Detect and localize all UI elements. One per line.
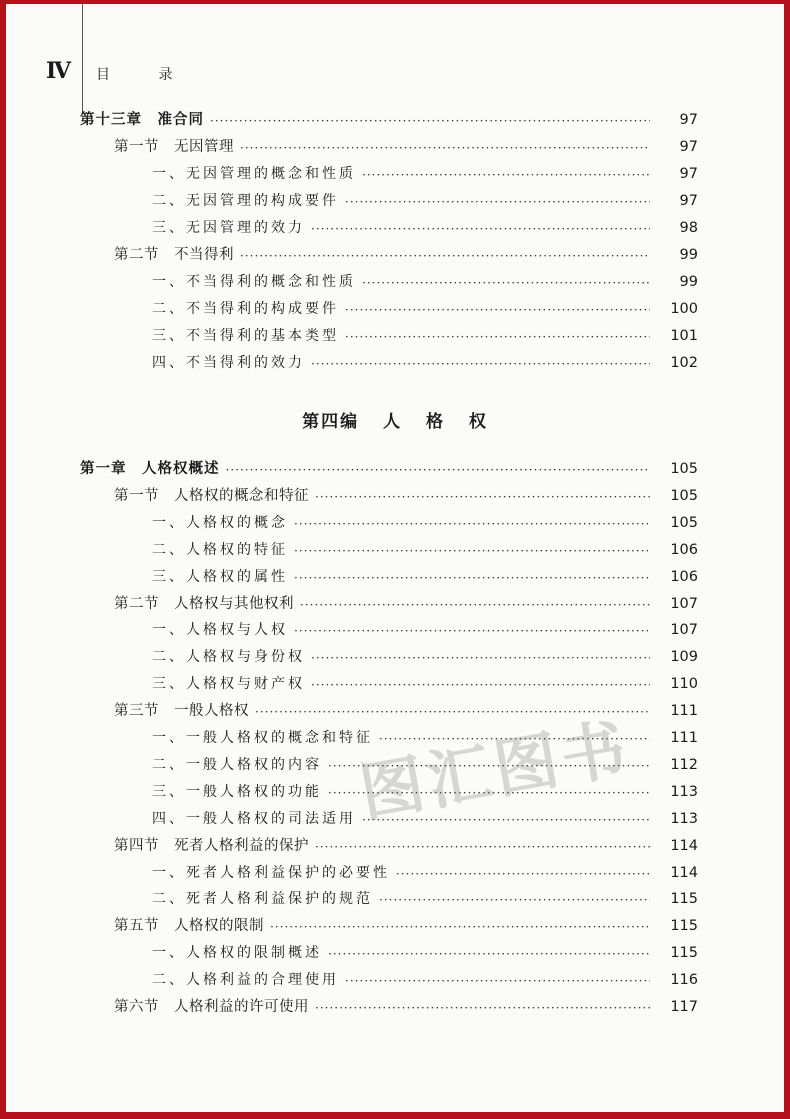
dot-leader — [270, 918, 650, 936]
toc-entry-page: 97 — [679, 112, 698, 128]
toc-entry-page: 105 — [670, 514, 698, 531]
dot-leader — [294, 622, 650, 640]
toc-entry-page: 98 — [679, 220, 698, 236]
toc-entry-page: 106 — [670, 541, 698, 558]
toc-entry-label: 第三节 一般人格权 — [114, 703, 249, 720]
part-title-char: 人 — [383, 412, 403, 432]
toc-entry-section — [114, 135, 698, 157]
toc-entry-item — [152, 351, 698, 373]
dot-leader — [362, 811, 650, 829]
toc-entry-page: 97 — [679, 193, 698, 209]
toc-entry-label: 第一节 人格权的概念和特征 — [114, 487, 309, 504]
dot-leader — [345, 972, 650, 990]
dot-leader — [345, 328, 650, 346]
dot-leader — [362, 274, 650, 292]
toc-entry-label: 一、一般人格权的概念和特征 — [152, 730, 373, 746]
toc-entry-label: 二、死者人格利益保护的规范 — [152, 891, 373, 908]
toc-entry-item — [152, 726, 698, 748]
page-number-roman: Ⅳ — [46, 58, 70, 84]
toc-entry-chapter — [80, 457, 698, 479]
toc-entry-page: 99 — [679, 247, 698, 263]
dot-leader — [255, 703, 650, 721]
toc-entry-label: 二、人格利益的合理使用 — [152, 972, 339, 989]
toc-entry-label: 第六节 人格利益的许可使用 — [114, 999, 309, 1015]
toc-entry-item — [152, 672, 698, 694]
toc-entry-label: 第一章 人格权概述 — [80, 460, 220, 477]
toc-entry-page: 109 — [670, 649, 698, 666]
dot-leader — [226, 461, 651, 479]
dot-leader — [210, 112, 650, 130]
toc-entry-page: 100 — [670, 301, 698, 317]
toc-entry-section — [114, 914, 698, 936]
toc-entry-label: 四、一般人格权的司法适用 — [152, 810, 356, 827]
page-header-title: 目 录 — [96, 67, 195, 83]
toc-entry-label: 一、人格权的限制概述 — [152, 945, 322, 962]
toc-entry-label: 三、人格权与财产权 — [152, 676, 305, 693]
toc-entry-page: 117 — [670, 999, 698, 1015]
toc-entry-item — [152, 162, 698, 184]
toc-entry-label: 第二节 人格权与其他权利 — [114, 595, 294, 612]
toc-entry-item — [152, 968, 698, 990]
dot-leader — [362, 166, 650, 184]
toc-entry-label: 一、人格权的概念 — [152, 514, 288, 531]
toc-entry-section — [114, 834, 698, 856]
toc-entry-page: 111 — [670, 730, 698, 746]
toc-entry-label: 四、不当得利的效力 — [152, 355, 305, 371]
toc-entry-item — [152, 324, 698, 346]
dot-leader — [294, 542, 650, 560]
part-title-char: 格 — [425, 412, 445, 432]
table-of-contents — [6, 4, 784, 1112]
toc-entry-chapter — [80, 108, 698, 130]
toc-entry-page: 105 — [670, 461, 698, 477]
dot-leader — [240, 247, 650, 265]
part-title-prefix: 第四编 — [302, 412, 360, 432]
toc-entry-page: 105 — [670, 487, 698, 504]
toc-entry-label: 三、不当得利的基本类型 — [152, 328, 339, 344]
toc-entry-page: 114 — [670, 837, 698, 854]
toc-entry-item — [152, 511, 698, 533]
toc-entry-item — [152, 887, 698, 909]
dot-leader — [396, 865, 650, 883]
toc-entry-section — [114, 699, 698, 721]
toc-entry-label: 一、人格权与人权 — [152, 622, 288, 639]
toc-entry-page: 114 — [670, 864, 698, 881]
toc-entry-page: 111 — [670, 703, 698, 720]
toc-entry-page: 97 — [679, 139, 698, 155]
dot-leader — [328, 945, 650, 963]
toc-entry-page: 116 — [670, 972, 698, 989]
toc-entry-item — [152, 618, 698, 640]
book-page — [6, 4, 784, 1112]
toc-entry-label: 二、无因管理的构成要件 — [152, 193, 339, 209]
toc-entry-label: 二、人格权与身份权 — [152, 649, 305, 666]
dot-leader — [328, 757, 650, 775]
toc-entry-item — [152, 565, 698, 587]
dot-leader — [315, 488, 650, 506]
part-title-char: 权 — [468, 412, 488, 432]
toc-entry-page: 110 — [670, 676, 698, 693]
toc-entry-page: 115 — [670, 891, 698, 908]
toc-entry-label: 二、人格权的特征 — [152, 541, 288, 558]
dot-leader — [379, 730, 650, 748]
dot-leader — [311, 649, 650, 667]
toc-entry-page: 99 — [679, 274, 698, 290]
dot-leader — [379, 891, 650, 909]
toc-entry-label: 第四节 死者人格利益的保护 — [114, 837, 309, 854]
toc-entry-item — [152, 297, 698, 319]
toc-entry-item — [152, 941, 698, 963]
toc-entry-item — [152, 780, 698, 802]
toc-entry-label: 第五节 人格权的限制 — [114, 918, 264, 935]
toc-entry-label: 第二节 不当得利 — [114, 247, 234, 263]
toc-entry-section — [114, 243, 698, 265]
toc-entry-label: 三、无因管理的效力 — [152, 220, 305, 236]
toc-entry-item — [152, 861, 698, 883]
toc-entry-label: 三、一般人格权的功能 — [152, 783, 322, 800]
toc-entry-page: 107 — [670, 595, 698, 612]
toc-entry-section — [114, 592, 698, 614]
dot-leader — [311, 220, 650, 238]
watermark: 图汇图书 — [354, 711, 636, 832]
dot-leader — [345, 301, 650, 319]
dot-leader — [315, 838, 650, 856]
toc-entry-item — [152, 645, 698, 667]
toc-entry-section — [114, 484, 698, 506]
toc-entry-label: 一、无因管理的概念和性质 — [152, 166, 356, 182]
dot-leader — [328, 784, 650, 802]
toc-entry-item — [152, 270, 698, 292]
toc-entry-page: 102 — [670, 355, 698, 371]
toc-entry-label: 第一节 无因管理 — [114, 139, 234, 155]
toc-entry-page: 112 — [670, 756, 698, 773]
toc-entry-page: 115 — [670, 918, 698, 935]
toc-entry-page: 97 — [679, 166, 698, 182]
dot-leader — [294, 515, 650, 533]
toc-entry-item — [152, 807, 698, 829]
toc-entry-page: 106 — [670, 568, 698, 585]
toc-entry-label: 二、一般人格权的内容 — [152, 756, 322, 773]
dot-leader — [345, 193, 650, 211]
toc-entry-page: 101 — [670, 328, 698, 344]
dot-leader — [311, 355, 650, 373]
part-title — [6, 407, 784, 432]
toc-entry-label: 一、不当得利的概念和性质 — [152, 274, 356, 290]
toc-entry-section — [114, 995, 698, 1017]
toc-entry-item — [152, 753, 698, 775]
toc-entry-page: 107 — [670, 622, 698, 639]
dot-leader — [315, 999, 650, 1017]
toc-entry-page: 115 — [670, 945, 698, 962]
toc-entry-label: 一、死者人格利益保护的必要性 — [152, 864, 390, 881]
dot-leader — [300, 596, 650, 614]
toc-entry-item — [152, 538, 698, 560]
toc-entry-label: 第十三章 准合同 — [80, 111, 204, 128]
toc-entry-page: 113 — [670, 810, 698, 827]
toc-entry-page: 113 — [670, 783, 698, 800]
dot-leader — [311, 676, 650, 694]
toc-entry-label: 二、不当得利的构成要件 — [152, 301, 339, 317]
dot-leader — [294, 569, 650, 587]
dot-leader — [240, 139, 650, 157]
toc-entry-item — [152, 189, 698, 211]
toc-entry-item — [152, 216, 698, 238]
toc-entry-label: 三、人格权的属性 — [152, 568, 288, 585]
